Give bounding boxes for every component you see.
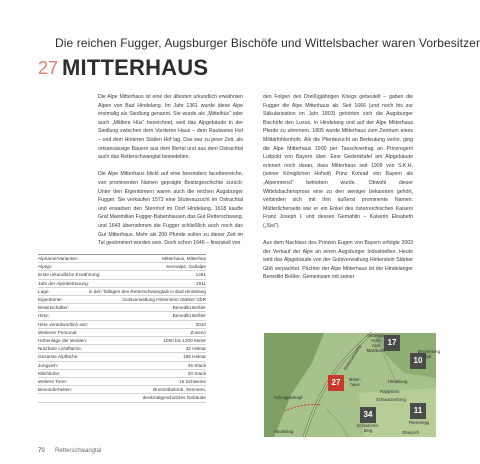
info-value: Zusenn (190, 329, 206, 335)
map-marker-label: Riesenegg (408, 420, 430, 425)
info-key: Weiteres Personal: (38, 329, 78, 335)
info-value: Benedikt Beßler (172, 305, 206, 311)
info-row (38, 345, 206, 353)
place-label: Schwarzenberg (376, 397, 406, 402)
info-value: 2010 (195, 321, 206, 327)
info-key: Höhenlage der Weiden: (38, 338, 88, 344)
info-key: Gesamte Alpfläche: (38, 354, 79, 360)
info-row (38, 378, 206, 386)
info-key: Eigentümer: (38, 297, 64, 303)
info-key: Alpname/Varianten: (38, 256, 79, 261)
paragraph: Aus dem Nachlass des Prinzen Eugen von Bayern erfolgte 2003 der Verkauf der Alpe an einen Augsburger Industriellen. Heute wird das Alpgebäude von der Gutsverwaltung Hinterstein Stärker Gbß verpachtet. Pächter der Alpe Mitterhaus ist der Hindelanger Benedikt Beßler. Gemeinsam mit seiner (263, 240, 413, 281)
info-row (38, 386, 206, 394)
info-value: 185 Hektar (183, 354, 206, 360)
map-marker-label: Schwarzen- berg (356, 423, 380, 433)
info-value: Gutsverwaltung Hinterstein Stärker GbR (122, 297, 206, 303)
info-key: Hirte: (38, 313, 50, 319)
info-value: 32 Hektar (185, 346, 206, 352)
info-value: denkmalgeschütztes Gebäude (142, 395, 206, 401)
info-value: in den Tallagen des Retterschwangtals in Bad Hindelang (88, 288, 206, 294)
info-row (38, 280, 206, 288)
place-label: Hindelang (388, 379, 408, 384)
info-value: 1050 bis 1200 Meter (163, 338, 206, 344)
body-column-left (98, 93, 243, 256)
river-label: Retterschwang (342, 344, 363, 371)
map-marker-label: Imberger Horn Alpe Matzbach (366, 333, 386, 353)
info-key: Hirte verantwortlich seit: (38, 321, 89, 327)
corner-label: Hindelang (274, 429, 294, 434)
info-value: 1361 (195, 272, 206, 278)
info-key: Nutzbare Lichtfläche: (38, 346, 83, 352)
info-row (38, 263, 206, 271)
map-marker: 34 (360, 407, 376, 423)
map-marker: 10 (410, 353, 426, 369)
chapter-title: MITTERHAUS (62, 55, 209, 80)
info-key: Alptyp: (38, 264, 53, 270)
footer-section-label: Retterschwangtal (55, 448, 102, 454)
info-value: Benedikt Beßler (172, 313, 206, 319)
location-map (264, 333, 441, 437)
paragraph: den Folgen des Dreißigjährigen Kriegs gebeutelt – gaben die Fugger die Alpe Mitterhaus ab. Seit 1666 (und noch bis zur Säkularisation im Jahr 1803) gehörten sich die Augsburger Bischöfe den Luxus, in Hindelang und auf der Alpe Mitterhaus Pferde zu sömmern. 1805 wurde Mitterhaus zum Zentrum eines Militärfohlenhofs. Als die Pferdezucht an Bedeutung verlor, ging die Alpe Mitterhaus 1900 per Tauschvertrag an Prinzregent Luitpold von Bayern über. Eine Gedenktafel am Alpgebäude erinnert noch daran, dass Mitterhaus seit 1909 von S.K.H. (seiner Königlichen Hoheit) Prinz Konrad von Bayern als „Alpenmensl“ betrieben wurde. Obwohl dieser Wittelsbacherspross eine zu den weniger bekannten gehört, verbinden sich mit ihm äußerst prominente Namen: Mütterlicherseits war er ein Enkel des österreichischen Kaisers Franz Joseph I. und dessen Gemahlin – Kaiserin Elisabeth („Sisi“). (263, 94, 413, 229)
info-key: Weitere Tiere: (38, 379, 68, 385)
info-value: 20 Stück (187, 370, 206, 376)
section-heading: Die reichen Fugger, Augsburger Bischöfe und Wittelsbacher waren Vorbesitzer (55, 36, 480, 50)
info-value: Brotzeitbetrieb, Sennerei, (153, 387, 206, 393)
body-column-right (263, 93, 413, 291)
map-marker: 17 (384, 335, 400, 351)
info-row (38, 321, 206, 329)
info-value: 1911 (195, 280, 206, 286)
chapter-number: 27 (38, 58, 59, 78)
info-row (38, 288, 206, 296)
info-key: Besonderheiten: (38, 387, 73, 393)
info-value: Sennalpe, Galtalpe (166, 264, 206, 270)
info-row (38, 353, 206, 361)
page-number: 70 (38, 448, 45, 454)
info-row (38, 394, 206, 402)
paragraph: Die Alpe Mitterhaus blickt auf eine besonders facettenreiche, von prominenten Namen geprägte Besitzgeschichte zurück: Unter den Eigentümern waren auch die reichen Augsburger Fugger. Sie verkaufen 1572 eine Stuterauzucht im Ostrachtal und erwarben den Sternhof im Dorf Hindelang. 1618 kaufte Graf Maximilian Fugger-Babenhausen das Gut Retterschwang, und 1643 übernahmen die Fugger schließlich auch noch das Gut Mitterhaus. Mehr als 200 Pfunde sollen zu dieser Zeit im Tal gesömmert worden sein. Doch schon 1646 – finanziell von (98, 171, 243, 247)
place-label: Rappstein (380, 389, 400, 394)
info-row (38, 337, 206, 345)
info-row (38, 296, 206, 304)
info-row (38, 255, 206, 263)
info-key: Jahr der Alpinbetreuung: (38, 280, 90, 286)
place-label: Schnippenkopf (274, 395, 303, 400)
info-row (38, 329, 206, 337)
map-marker-label: Breitenberg Alpe (418, 349, 441, 359)
info-row (38, 370, 206, 378)
info-key: Lage: (38, 288, 50, 294)
info-value: Mitterhaus, Mitterhüs (162, 256, 206, 261)
info-row (38, 312, 206, 320)
info-key: Bewirtschafter: (38, 305, 69, 311)
info-row (38, 362, 206, 370)
info-row (38, 304, 206, 312)
map-marker-current: 27 (328, 375, 344, 391)
map-marker: 11 (410, 403, 426, 419)
paragraph: Die Alpe Mitterhaus ist eine der ältesten urkundlich erwähnten Alpen von Bad Hindelang. Im Jahr 1361 wurde diese Alpe erstmalig als Siedlung genannt. Sie wurde als „Mittelhüs“ oder auch „Mittlere Hüs“ bezeichnet, weil das Alpgebäude in der Siedlung zwischen dem Vorderen Haus – dem Rautweies Hof – und dem Hinteren Ställen Hof lag. Das war zu jener Zeit, als ortsansässige Bauern aus dem Illertal und aus dem Ostrachtal auch das Retterschwangtal besiedelten. (98, 94, 243, 161)
info-value: 45 Stück (187, 362, 206, 368)
info-key: Milchkühe: (38, 370, 61, 376)
info-key: Erste urkundliche Erwähnung: (38, 272, 101, 278)
info-value: 15 Schweine (179, 379, 206, 385)
map-marker-label: Mitter- haus (348, 377, 362, 387)
info-row (38, 271, 206, 279)
info-key: Jungvieh: (38, 362, 59, 368)
alp-info-table (38, 254, 206, 403)
corner-label: Oberjoch (402, 430, 420, 435)
